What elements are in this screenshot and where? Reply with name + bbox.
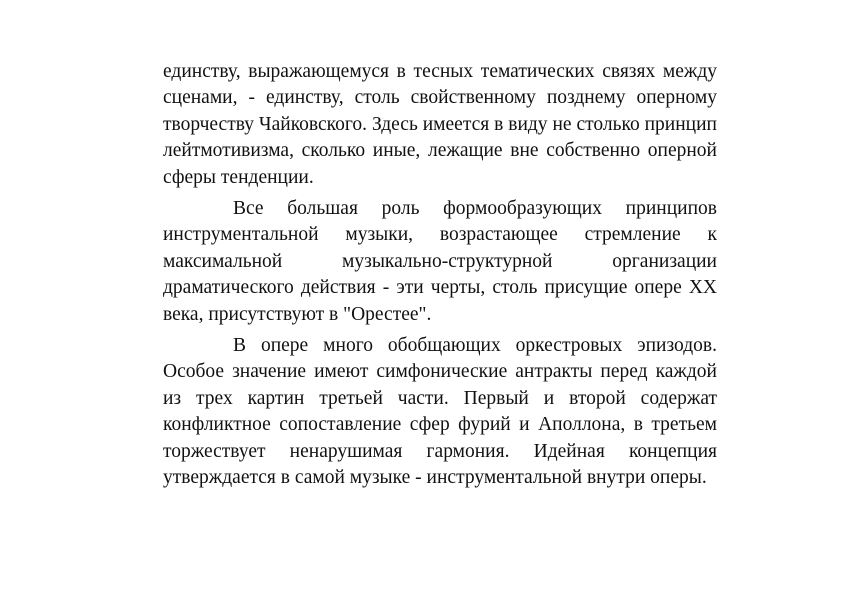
body-text: [163, 59, 717, 492]
paragraph-3: В опере много обобщающих оркестровых эпизодов. Особое значение имеют симфонические антракты перед каждой из трех картин третьей части. Первый и второй содержат конфликтное сопоставление сфер фурий и Аполлона, в третьем торжествует ненарушимая гармония. Идейная концепция утверждается в самой музыке - инструментальной внутри оперы.: [163, 335, 717, 489]
paragraph-1: единству, выражающемуся в тесных тематических связях между сценами, - единству, столь свойственному позднему оперному творчеству Чайковского. Здесь имеется в виду не столько принцип лейтмотивизма, сколько иные, лежащие вне собственно оперной сферы тенденции.: [163, 61, 717, 188]
paragraph-2: Все большая роль формообразующих принципов инструментальной музыки, возрастающее стремление к максимальной музыкально-структурной организации драматического действия - эти черты, столь присущие опере XX века, присутствуют в "Орестее".: [163, 198, 717, 325]
